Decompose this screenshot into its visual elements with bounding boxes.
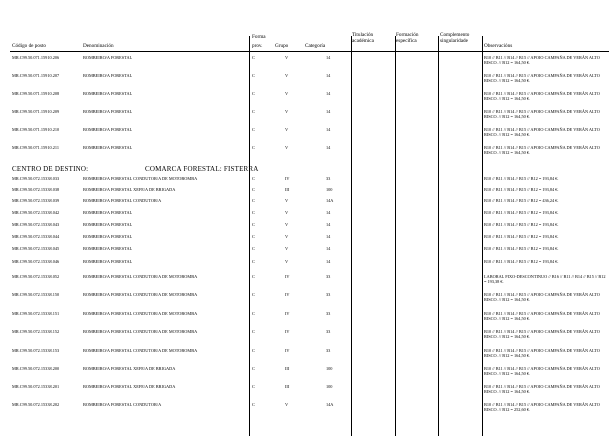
- row-categoria: 14: [326, 222, 331, 227]
- row-grupo: IV: [285, 176, 290, 181]
- row-code: MR.C99.50.072.15338.200: [12, 366, 60, 371]
- row-forma-prov: C: [252, 292, 255, 297]
- row-denominacion: BOMBEIRO/A FORESTAL CONDUTOR/A DE MOTOBOMBA: [83, 329, 198, 334]
- row-categoria: 14: [326, 246, 331, 251]
- row-observacions: B10 // B11 // B14 // B15 // B12 = 436,24 €.: [484, 198, 559, 203]
- row-denominacion: BOMBEIRO/A FORESTAL: [83, 259, 133, 264]
- row-grupo: IV: [285, 329, 290, 334]
- row-observacions: B10 // B11 // B14 // B15 // APOIO CAMPAÑA DE VERÁN ALTO RISCO. // B12 = 164,50 €.: [484, 292, 600, 302]
- row-categoria: 14: [326, 210, 331, 215]
- row-denominacion: BOMBEIRO/A FORESTAL CONDUTOR/A: [83, 198, 162, 203]
- row-code: MR.C99.50.072.15338.038: [12, 187, 60, 192]
- row-forma-prov: C: [252, 366, 255, 371]
- row-grupo: IV: [285, 274, 290, 279]
- row-categoria: 100: [326, 384, 333, 389]
- row-observacions: B10 // B11 // B14 // B15 // APOIO CAMPAÑA DE VERÁN ALTO RISCO. // B12 = 164,50 €.: [484, 348, 600, 358]
- row-observacions: B10 // B11 // B14 // B15 // APOIO CAMPAÑA DE VERÁN ALTO RISCO. // B12 = 164,50 €.: [484, 109, 600, 119]
- row-categoria: 14: [326, 259, 331, 264]
- row-denominacion: BOMBEIRO/A FORESTAL: [83, 55, 133, 60]
- row-observacions: B10 // B11 // B14 // B15 // B12 = 193,84 €.: [484, 246, 559, 251]
- row-denominacion: BOMBEIRO/A FORESTAL: [83, 109, 133, 114]
- row-forma-prov: C: [252, 259, 255, 264]
- row-denominacion: BOMBEIRO/A FORESTAL: [83, 73, 133, 78]
- row-grupo: V: [285, 127, 289, 132]
- row-grupo: V: [285, 55, 289, 60]
- row-grupo: V: [285, 259, 289, 264]
- header-complemento-line1: Complemento: [440, 32, 470, 38]
- row-categoria: 14: [326, 145, 331, 150]
- row-forma-prov: C: [252, 91, 255, 96]
- row-denominacion: BOMBEIRO/A FORESTAL: [83, 210, 133, 215]
- row-code: MR.C99.50.072.15338.044: [12, 234, 60, 239]
- row-forma-prov: C: [252, 234, 255, 239]
- row-categoria: 33: [326, 311, 331, 316]
- row-forma-prov: C: [252, 73, 255, 78]
- row-grupo: V: [285, 222, 289, 227]
- header-forma-line2: prov.: [252, 42, 263, 49]
- row-observacions: B10 // B11 // B14 // B15 // APOIO CAMPAÑA DE VERÁN ALTO RISCO. // B12 = 252,60 €.: [484, 402, 600, 412]
- row-observacions: B10 // B11 // B14 // B15 // APOIO CAMPAÑA DE VERÁN ALTO RISCO. // B12 = 164,50 €.: [484, 91, 600, 101]
- row-observacions: B10 // B11 // B14 // B15 // APOIO CAMPAÑA DE VERÁN ALTO RISCO. // B12 = 164,50 €.: [484, 73, 600, 83]
- row-categoria: 33: [326, 348, 331, 353]
- row-forma-prov: C: [252, 210, 255, 215]
- row-grupo: V: [285, 145, 289, 150]
- row-forma-prov: C: [252, 274, 255, 279]
- header-formacion-line1: Formación: [396, 32, 419, 38]
- row-observacions: B10 // B11 // B14 // B15 // APOIO CAMPAÑA DE VERÁN ALTO RISCO. // B12 = 164,50 €.: [484, 145, 600, 155]
- row-observacions: B10 // B11 // B14 // B15 // APOIO CAMPAÑA DE VERÁN ALTO RISCO. // B12 = 164,50 €.: [484, 55, 600, 65]
- center-destino-label: CENTRO DE DESTINO:: [12, 165, 89, 173]
- row-code: MR.C99.50.072.15338.042: [12, 210, 60, 215]
- row-denominacion: BOMBEIRO/A FORESTAL: [83, 234, 133, 239]
- row-denominacion: BOMBEIRO/A FORESTAL CONDUTOR/A: [83, 402, 162, 407]
- row-categoria: 14: [326, 109, 331, 114]
- row-forma-prov: C: [252, 145, 255, 150]
- row-forma-prov: C: [252, 187, 255, 192]
- row-categoria: 14: [326, 55, 331, 60]
- row-forma-prov: C: [252, 176, 255, 181]
- row-categoria: 33: [326, 329, 331, 334]
- row-observacions: B10 // B11 // B14 // B15 // B12 = 193,84 €.: [484, 259, 559, 264]
- row-code: MR.C99.50.072.15338.152: [12, 329, 60, 334]
- row-observacions: B10 // B11 // B14 // B15 // APOIO CAMPAÑA DE VERÁN ALTO RISCO. // B12 = 164,50 €.: [484, 384, 600, 394]
- row-grupo: V: [285, 198, 289, 203]
- row-denominacion: BOMBEIRO/A FORESTAL CONDUTOR/A DE MOTOBOMBA: [83, 274, 198, 279]
- row-forma-prov: C: [252, 127, 255, 132]
- header-codigo: Código de posto: [12, 43, 47, 49]
- row-categoria: 14: [326, 234, 331, 239]
- row-code: MR.C99.50.072.15338.153: [12, 348, 60, 353]
- row-grupo: IV: [285, 292, 290, 297]
- row-code: MR.C99.50.072.15338.202: [12, 402, 60, 407]
- header-observacions: Observacións: [484, 43, 513, 49]
- row-categoria: 33: [326, 274, 331, 279]
- row-denominacion: BOMBEIRO/A FORESTAL: [83, 145, 133, 150]
- row-grupo: V: [285, 234, 289, 239]
- row-observacions: B10 // B11 // B14 // B15 // B12 = 193,84 €.: [484, 187, 559, 192]
- row-categoria: 33: [326, 292, 331, 297]
- row-denominacion: BOMBEIRO/A FORESTAL CONDUTOR/A DE MOTOBOMBA: [83, 311, 198, 316]
- header-titulacion-line1: Titulación: [352, 32, 374, 38]
- row-denominacion: BOMBEIRO/A FORESTAL XEFE/A DE BRIGADA: [83, 384, 176, 389]
- row-code: MR.C99.50.072.15338.039: [12, 198, 60, 203]
- row-categoria: 33: [326, 176, 331, 181]
- row-code: MR.C99.50.072.15338.151: [12, 311, 60, 316]
- row-code: MR.C99.50.072.15338.043: [12, 222, 60, 227]
- row-forma-prov: C: [252, 246, 255, 251]
- row-grupo: III: [285, 187, 290, 192]
- row-code: MR.C99.50.071.15910.211: [12, 145, 59, 150]
- row-observacions: B10 // B11 // B14 // B15 // APOIO CAMPAÑA DE VERÁN ALTO RISCO. // B12 = 164,50 €.: [484, 127, 600, 137]
- row-denominacion: BOMBEIRO/A FORESTAL CONDUTOR/A DE MOTOBOMBA: [83, 348, 198, 353]
- row-code: MR.C99.50.072.15338.201: [12, 384, 60, 389]
- row-forma-prov: C: [252, 311, 255, 316]
- row-observacions: B10 // B11 // B14 // B15 // B12 = 193,84 €.: [484, 210, 559, 215]
- row-code: MR.C99.50.071.15910.209: [12, 109, 60, 114]
- row-denominacion: BOMBEIRO/A FORESTAL: [83, 222, 133, 227]
- row-code: MR.C99.50.072.15338.045: [12, 246, 60, 251]
- row-categoria: 14: [326, 91, 331, 96]
- row-forma-prov: C: [252, 329, 255, 334]
- row-forma-prov: C: [252, 384, 255, 389]
- row-denominacion: BOMBEIRO/A FORESTAL: [83, 127, 133, 132]
- row-denominacion: BOMBEIRO/A FORESTAL: [83, 91, 133, 96]
- center-destino-name: COMARCA FORESTAL: FISTERRA: [145, 165, 259, 173]
- row-observacions: B10 // B11 // B14 // B15 // B12 = 193,84 €.: [484, 234, 559, 239]
- row-forma-prov: C: [252, 55, 255, 60]
- row-denominacion: BOMBEIRO/A FORESTAL XEFE/A DE BRIGADA: [83, 187, 176, 192]
- row-denominacion: BOMBEIRO/A FORESTAL XEFE/A DE BRIGADA: [83, 366, 176, 371]
- row-grupo: III: [285, 384, 290, 389]
- row-observacions: B10 // B11 // B14 // B15 // B12 = 193,84 €.: [484, 222, 559, 227]
- header-complemento-line2: singularidade: [440, 37, 468, 44]
- header-forma-line1: Forma: [252, 34, 266, 40]
- row-grupo: V: [285, 402, 289, 407]
- row-grupo: IV: [285, 311, 290, 316]
- row-grupo: V: [285, 73, 289, 78]
- header-formacion-line2: específica: [396, 37, 417, 44]
- header-grupo: Grupo: [275, 43, 289, 49]
- row-code: MR.C99.50.071.15910.207: [12, 73, 60, 78]
- row-code: MR.C99.50.071.15910.210: [12, 127, 60, 132]
- row-grupo: IV: [285, 348, 290, 353]
- row-categoria: 14: [326, 73, 331, 78]
- row-categoria: 100: [326, 366, 333, 371]
- row-denominacion: BOMBEIRO/A FORESTAL CONDUTOR/A DE MOTOBOMBA: [83, 292, 198, 297]
- row-grupo: V: [285, 109, 289, 114]
- header-titulacion-line2: académica: [352, 37, 374, 44]
- row-forma-prov: C: [252, 109, 255, 114]
- row-categoria: 14A: [326, 198, 334, 203]
- header-categoria: Categoría: [305, 43, 326, 49]
- row-forma-prov: C: [252, 198, 255, 203]
- row-code: MR.C99.50.072.15338.033: [12, 176, 60, 181]
- row-code: MR.C99.50.072.15338.046: [12, 259, 60, 264]
- row-observacions: LABORAL FIXO-DESCONTINUO // B16 // B11 // B14 // B15 // B12 = 193,38 €.: [484, 274, 606, 284]
- row-categoria: 14A: [326, 402, 334, 407]
- row-categoria: 100: [326, 187, 333, 192]
- row-grupo: III: [285, 366, 290, 371]
- row-code: MR.C99.50.072.15338.052: [12, 274, 60, 279]
- header-denominacion: Denominación: [83, 43, 114, 49]
- row-code: MR.C99.50.072.15338.150: [12, 292, 60, 297]
- row-observacions: B10 // B11 // B14 // B15 // APOIO CAMPAÑA DE VERÁN ALTO RISCO. // B12 = 164,50 €.: [484, 366, 600, 376]
- row-code: MR.C99.50.071.15910.206: [12, 55, 60, 60]
- row-grupo: V: [285, 210, 289, 215]
- row-code: MR.C99.50.071.15910.208: [12, 91, 60, 96]
- row-denominacion: BOMBEIRO/A FORESTAL: [83, 246, 133, 251]
- row-observacions: B10 // B11 // B14 // B15 // B12 = 193,84 €.: [484, 176, 559, 181]
- row-observacions: B10 // B11 // B14 // B15 // APOIO CAMPAÑA DE VERÁN ALTO RISCO. // B12 = 164,50 €.: [484, 311, 600, 321]
- row-observacions: B10 // B11 // B14 // B15 // APOIO CAMPAÑA DE VERÁN ALTO RISCO. // B12 = 164,50 €.: [484, 329, 600, 339]
- row-forma-prov: C: [252, 348, 255, 353]
- row-grupo: V: [285, 246, 289, 251]
- row-denominacion: BOMBEIRO/A FORESTAL CONDUTOR/A DE MOTOBOMBA: [83, 176, 198, 181]
- row-grupo: V: [285, 91, 289, 96]
- row-forma-prov: C: [252, 402, 255, 407]
- row-forma-prov: C: [252, 222, 255, 227]
- row-categoria: 14: [326, 127, 331, 132]
